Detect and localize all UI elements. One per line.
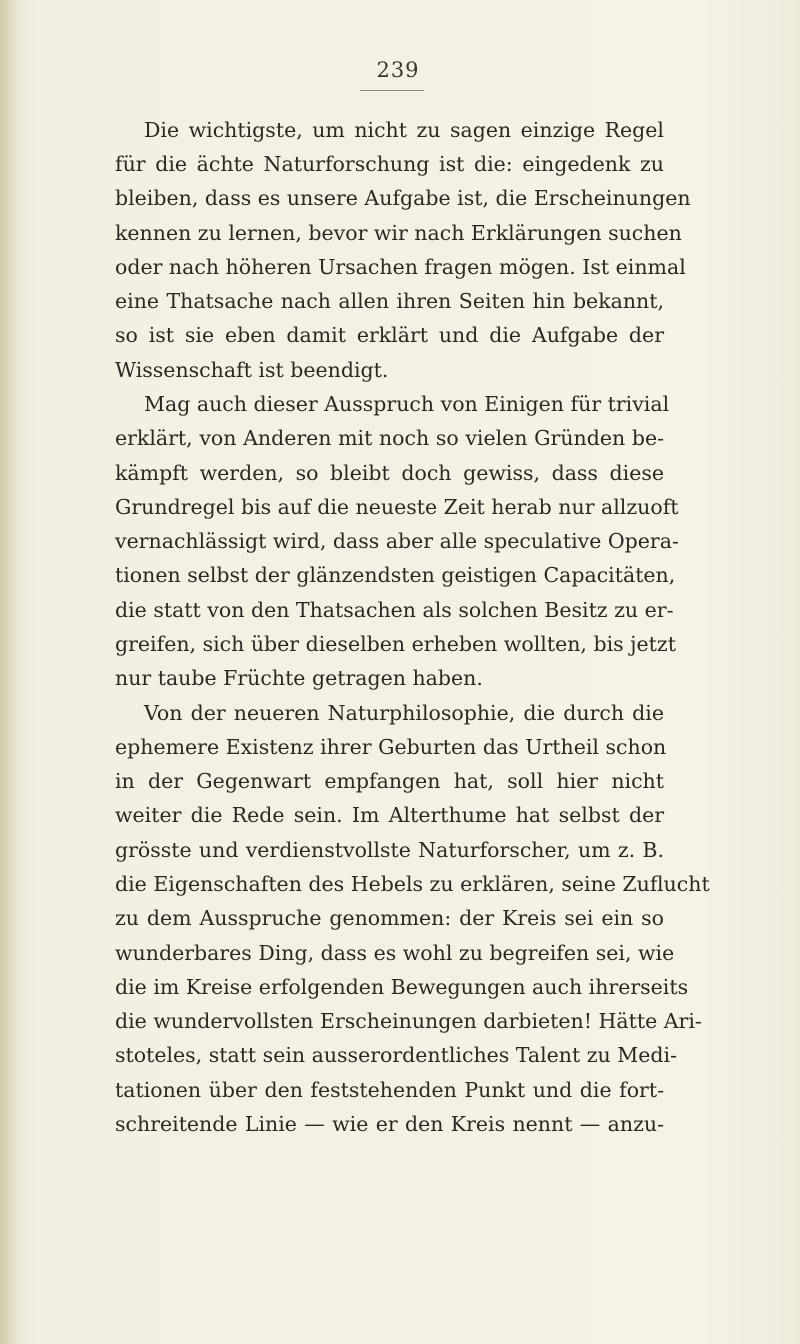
text-line: so ist sie eben damit erklärt und die Aufgabe der: [115, 323, 664, 347]
text-line: in der Gegenwart empfangen hat, soll hier nicht: [115, 769, 664, 793]
text-line: wunderbares Ding, dass es wohl zu begreifen sei, wie: [115, 941, 675, 965]
text-line: die statt von den Thatsachen als solchen Besitz zu er-: [115, 598, 674, 622]
text-line: zu dem Ausspruche genommen: der Kreis sei ein so: [115, 906, 664, 930]
text-line: erklärt, von Anderen mit noch so vielen Gründen be-: [115, 426, 664, 450]
text-line: grösste und verdienstvollste Naturforscher, um z. B.: [115, 838, 664, 862]
text-line: Die wichtigste, um nicht zu sagen einzige Regel: [144, 118, 664, 142]
text-line: die Eigenschaften des Hebels zu erklären, seine Zuflucht: [115, 872, 710, 896]
text-line: kennen zu lernen, bevor wir nach Erklärungen suchen: [115, 221, 682, 245]
text-line: bleiben, dass es unsere Aufgabe ist, die Erscheinungen: [115, 186, 691, 210]
text-line: die wundervollsten Erscheinungen darbieten! Hätte Ari-: [115, 1009, 702, 1033]
text-line: nur taube Früchte getragen haben.: [115, 666, 483, 690]
text-line: oder nach höheren Ursachen fragen mögen. Ist einmal: [115, 255, 686, 279]
text-line: die im Kreise erfolgenden Bewegungen auch ihrerseits: [115, 975, 689, 999]
text-line: stoteles, statt sein ausserordentliches Talent zu Medi-: [115, 1043, 678, 1067]
page-number: 239: [376, 58, 420, 82]
text-line: ephemere Existenz ihrer Geburten das Urtheil schon: [115, 735, 667, 759]
text-line: greifen, sich über dieselben erheben wollten, bis jetzt: [115, 632, 676, 656]
text-line: für die ächte Naturforschung ist die: eingedenk zu: [115, 152, 664, 176]
text-line: Mag auch dieser Ausspruch von Einigen für trivial: [144, 392, 670, 416]
text-line: tationen über den feststehenden Punkt und die fort-: [115, 1078, 664, 1102]
text-line: Von der neueren Naturphilosophie, die durch die: [144, 701, 664, 725]
text-line: vernachlässigt wird, dass aber alle speculative Opera-: [115, 529, 679, 553]
text-line: Grundregel bis auf die neueste Zeit herab nur allzuoft: [115, 495, 679, 519]
text-line: tionen selbst der glänzendsten geistigen Capacitäten,: [115, 563, 676, 587]
text-line: kämpft werden, so bleibt doch gewiss, dass diese: [115, 461, 664, 485]
text-line: schreitende Linie — wie er den Kreis nennt — anzu-: [115, 1112, 664, 1136]
text-line: eine Thatsache nach allen ihren Seiten hin bekannt,: [115, 289, 664, 313]
text-line: weiter die Rede sein. Im Alterthume hat selbst der: [115, 803, 664, 827]
text-line: Wissenschaft ist beendigt.: [115, 358, 389, 382]
